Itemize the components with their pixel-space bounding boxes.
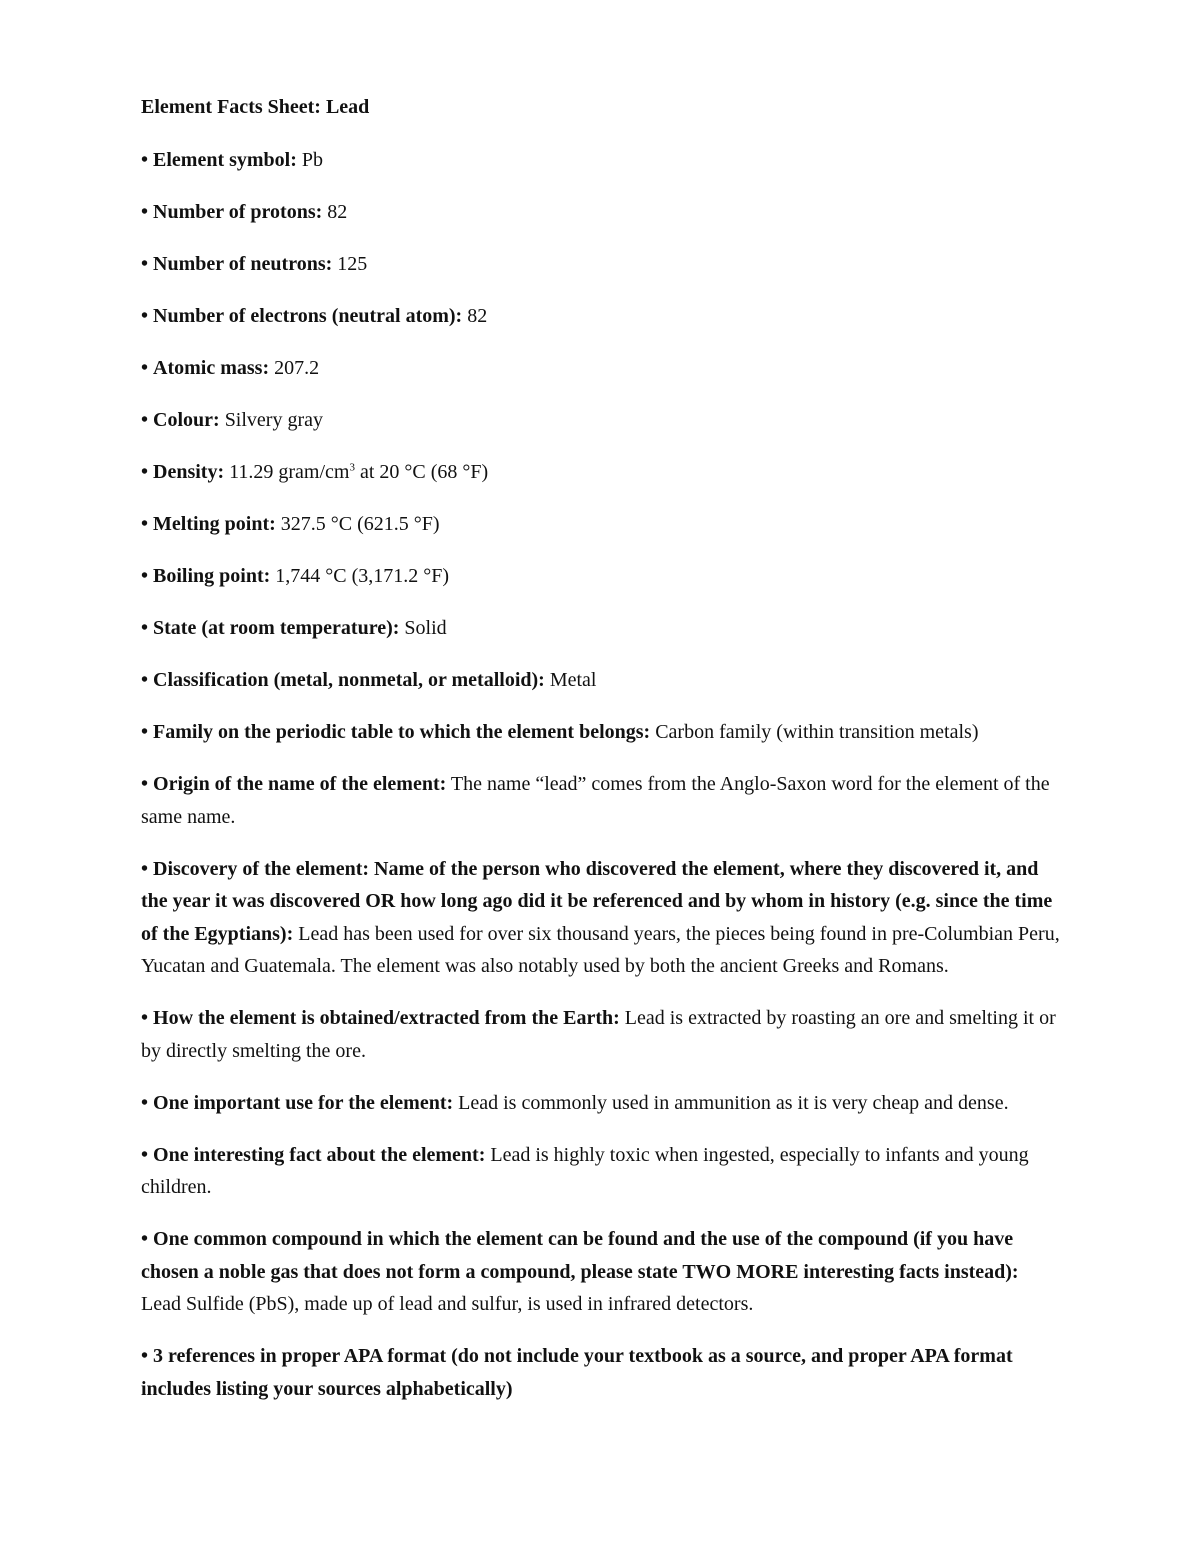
fact-value: The name “lead” comes from the Anglo-Saxon word for the element of the same name. <box>141 773 1050 828</box>
fact-label: One important use for the element: <box>153 1091 454 1114</box>
fact-label: How the element is obtained/extracted from the Earth: <box>153 1007 620 1029</box>
bullet: • <box>141 617 149 639</box>
fact-value: 327.5 °C (621.5 °F) <box>275 513 440 535</box>
fact-value: Metal <box>544 669 597 691</box>
fact-important-use <box>141 1087 1061 1120</box>
fact-label: Origin of the name of the element: <box>153 773 447 795</box>
fact-density <box>141 456 1061 489</box>
fact-label: Element symbol: <box>153 149 297 171</box>
fact-label: Number of electrons (neutral atom): <box>153 305 463 327</box>
fact-electrons <box>141 300 1061 333</box>
fact-value-continued: at 20 °C (68 °F) <box>354 461 489 483</box>
fact-label: One common compound in which the element can be found and the use of the compound (if you have chosen a noble gas that does not form a compound, please state TWO MORE interesting facts instead): <box>141 1228 1019 1283</box>
bullet: • <box>141 669 149 691</box>
bullet: • <box>141 253 149 275</box>
fact-value: Lead is highly toxic when ingested, especially to infants and young children. <box>141 1143 1029 1198</box>
fact-melting-point <box>141 508 1061 541</box>
fact-discovery <box>141 853 1061 983</box>
fact-label: Number of protons: <box>153 201 323 223</box>
document-title: Element Facts Sheet: Lead <box>141 96 370 118</box>
bullet: • <box>141 357 149 379</box>
bullet: • <box>141 201 149 223</box>
fact-element-symbol <box>141 144 1061 177</box>
bullet: • <box>141 857 149 880</box>
bullet: • <box>141 773 149 795</box>
bullet: • <box>141 721 149 743</box>
bullet: • <box>141 1228 149 1250</box>
fact-name-origin <box>141 768 1061 833</box>
fact-interesting-fact <box>141 1139 1061 1204</box>
bullet: • <box>141 513 149 535</box>
fact-value: Lead has been used for over six thousand years, the pieces being found in pre-Columbian Peru, Yucatan and Guatemala. The element was also notably used by both the ancient Greeks and Romans. <box>141 922 1060 977</box>
fact-label: State (at room temperature): <box>153 617 400 639</box>
bullet: • <box>141 461 149 483</box>
fact-label: Discovery of the element: Name of the person who discovered the element, where they discovered it, and the year it was discovered OR how long ago did it be referenced and by whom in history (e.g. since the time of the Egyptians): <box>141 857 1053 945</box>
fact-neutrons <box>141 248 1061 281</box>
fact-family <box>141 716 1061 749</box>
document-page <box>141 92 1061 1425</box>
bullet: • <box>141 565 149 587</box>
bullet: • <box>141 1091 149 1114</box>
fact-label: Melting point: <box>153 513 276 535</box>
fact-label: Density: <box>153 461 225 483</box>
bullet: • <box>141 1143 149 1166</box>
fact-value: Lead is commonly used in ammunition as it is very cheap and dense. <box>453 1091 1009 1114</box>
fact-atomic-mass <box>141 352 1061 385</box>
fact-references <box>141 1340 1061 1405</box>
fact-colour <box>141 404 1061 437</box>
fact-label: Colour: <box>153 409 220 431</box>
fact-label: Boiling point: <box>153 565 271 587</box>
fact-value: Lead is extracted by roasting an ore and smelting it or by directly smelting the ore. <box>141 1007 1056 1062</box>
fact-value: 82 <box>322 201 348 223</box>
fact-extraction <box>141 1002 1061 1067</box>
superscript-exponent: 3 <box>349 461 355 474</box>
fact-protons <box>141 196 1061 229</box>
fact-value: 207.2 <box>269 357 320 379</box>
fact-label: Number of neutrons: <box>153 253 333 275</box>
fact-common-compound <box>141 1223 1061 1321</box>
fact-value: Silvery gray <box>219 409 323 431</box>
fact-value: Solid <box>399 617 447 639</box>
bullet: • <box>141 409 149 431</box>
fact-value: Lead Sulfide (PbS), made up of lead and sulfur, is used in infrared detectors. <box>141 1293 754 1315</box>
bullet: • <box>141 1007 149 1029</box>
fact-value: 125 <box>332 253 368 275</box>
bullet: • <box>141 149 149 171</box>
bullet: • <box>141 305 149 327</box>
fact-state <box>141 612 1061 645</box>
fact-label: Family on the periodic table to which the element belongs: <box>153 721 651 743</box>
fact-value: Pb <box>296 149 324 171</box>
fact-label: Atomic mass: <box>153 357 270 379</box>
fact-boiling-point <box>141 560 1061 593</box>
fact-value: 1,744 °C (3,171.2 °F) <box>270 565 450 587</box>
fact-label: 3 references in proper APA format (do not include your textbook as a source, and proper APA format includes listing your sources alphabetically) <box>141 1345 1013 1400</box>
fact-value: 11.29 gram/cm <box>224 461 350 483</box>
fact-value: 82 <box>462 305 488 327</box>
fact-label: One interesting fact about the element: <box>153 1143 486 1166</box>
fact-value: Carbon family (within transition metals) <box>650 721 979 743</box>
fact-label: Classification (metal, nonmetal, or metalloid): <box>153 669 545 691</box>
fact-classification <box>141 664 1061 697</box>
bullet: • <box>141 1345 149 1367</box>
